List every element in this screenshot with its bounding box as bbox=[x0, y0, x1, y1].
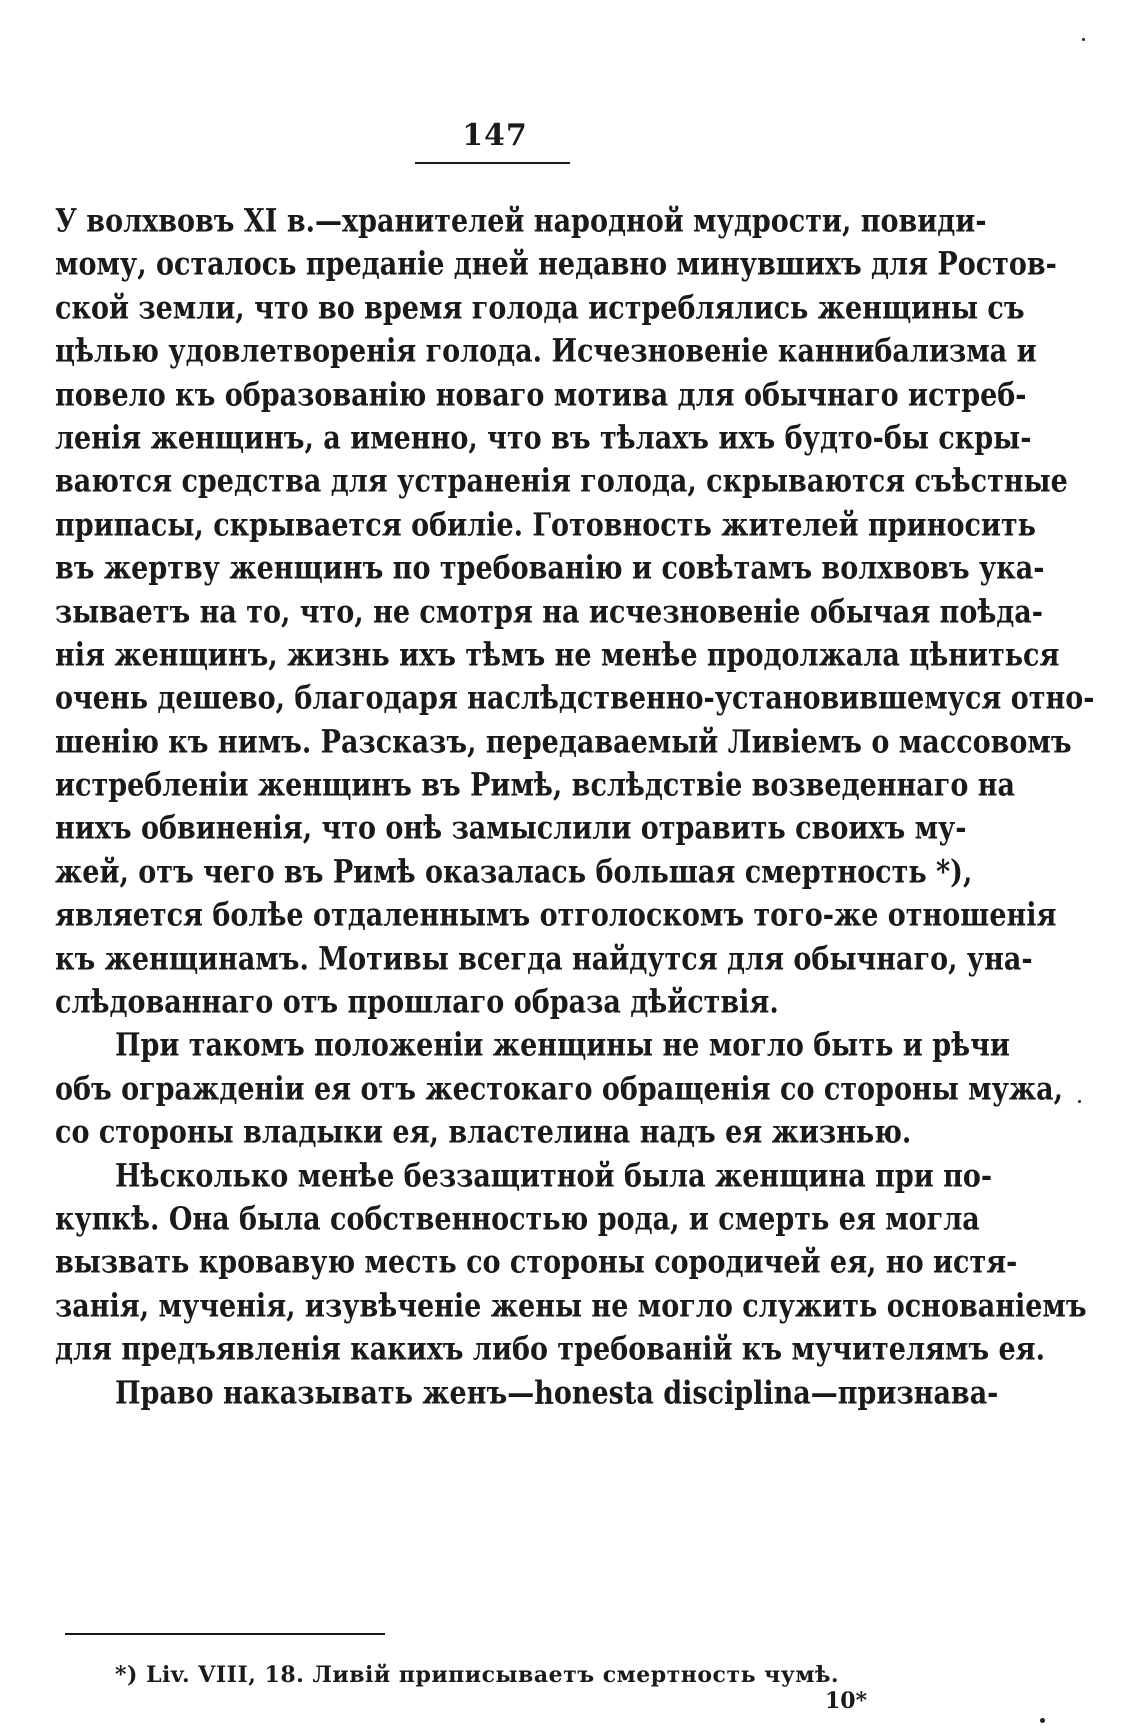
page-number: 147 bbox=[462, 118, 528, 153]
text-line: очень дешево, благодаря наслѣдственно-установившемуся отно- bbox=[55, 680, 1095, 718]
text-line: повело къ образованію новаго мотива для обычнаго истреб- bbox=[55, 376, 1027, 414]
body-text bbox=[55, 200, 1095, 1415]
text-line: въ жертву женщинъ по требованію и совѣтамъ волхвовъ ука- bbox=[55, 550, 1045, 587]
signature-mark: 10* bbox=[825, 1688, 868, 1714]
text-line: нихъ обвиненія, что онѣ замыслили отравить своихъ му- bbox=[55, 810, 967, 848]
text-line: является болѣе отдаленнымъ отголоскомъ того-же отношенія bbox=[55, 897, 1057, 935]
page-number-rule bbox=[415, 162, 570, 164]
text-line: Право наказывать женъ—honesta disciplina—признава- bbox=[115, 1374, 999, 1412]
text-line: ленія женщинъ, а именно, что въ тѣлахъ ихъ будто-бы скры- bbox=[55, 420, 1032, 457]
text-line: слѣдованнаго отъ прошлаго образа дѣйствія. bbox=[55, 984, 779, 1021]
text-line: вызвать кровавую месть со стороны сородичей ея, но истя- bbox=[55, 1244, 1018, 1282]
scan-speck bbox=[1082, 38, 1085, 41]
text-line: купкѣ. Она была собственностью рода, и смерть ея могла bbox=[55, 1201, 980, 1238]
text-line: со стороны владыки ея, властелина надъ ея жизнью. bbox=[55, 1114, 912, 1151]
text-line: цѣлью удовлетворенія голода. Исчезновеніе каннибализма и bbox=[55, 333, 1037, 370]
text-line: объ огражденіи ея отъ жестокаго обращенія со стороны мужа, bbox=[55, 1070, 1064, 1108]
text-line: ской земли, что во время голода истреблялись женщины съ bbox=[55, 289, 1025, 327]
text-line: занія, мученія, изувѣченіе жены не могло служить основаніемъ bbox=[55, 1287, 1087, 1325]
text-line: къ женщинамъ. Мотивы всегда найдутся для обычнаго, уна- bbox=[55, 940, 1033, 978]
text-line: мому, осталось преданіе дней недавно минувшихъ для Ростов- bbox=[55, 246, 1057, 284]
footnote: *) Liv. VIII, 18. Ливій приписываетъ смертность чумѣ. bbox=[115, 1662, 840, 1688]
text-line: ваются средства для устраненія голода, скрываются съѣстные bbox=[55, 463, 1068, 501]
text-line: зываетъ на то, что, не смотря на исчезновеніе обычая поѣда- bbox=[55, 593, 1044, 631]
footnote-rule bbox=[65, 1633, 385, 1635]
text-line: припасы, скрывается обиліе. Готовность жителей приносить bbox=[55, 506, 1036, 544]
text-line: истребленіи женщинъ въ Римѣ, вслѣдствіе возведеннаго на bbox=[55, 767, 1016, 804]
text-line: для предъявленія какихъ либо требованій къ мучителямъ ея. bbox=[55, 1331, 1046, 1368]
text-line: нія женщинъ, жизнь ихъ тѣмъ не менѣе продолжала цѣниться bbox=[55, 637, 1060, 674]
scan-speck bbox=[1078, 1100, 1081, 1103]
text-line: Нѣсколько менѣе беззащитной была женщина при по- bbox=[115, 1157, 993, 1195]
scan-speck bbox=[1040, 1718, 1045, 1723]
text-line: У волхвовъ XI в.—хранителей народной мудрости, повиди- bbox=[55, 203, 987, 240]
text-line: жей, отъ чего въ Римѣ оказалась большая смертность *), bbox=[55, 854, 973, 891]
text-line: При такомъ положеніи женщины не могло быть и рѣчи bbox=[115, 1027, 1010, 1065]
text-line: шенію къ нимъ. Разсказъ, передаваемый Ливіемъ о массовомъ bbox=[55, 723, 1072, 761]
